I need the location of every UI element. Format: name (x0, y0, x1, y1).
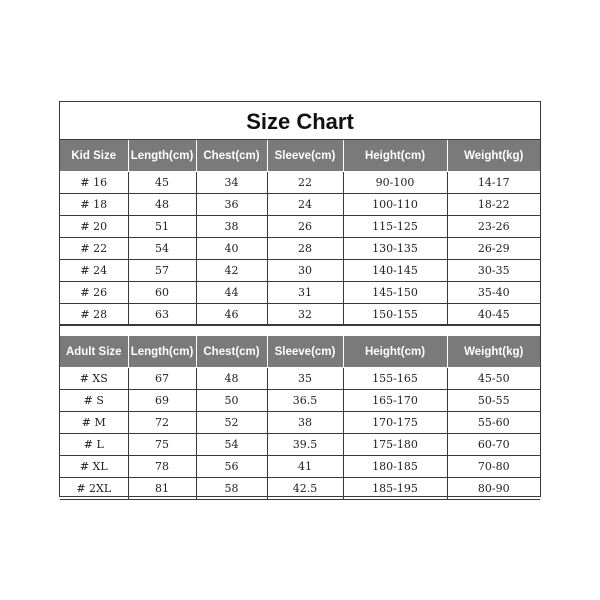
weight-cell: 50-55 (447, 390, 540, 412)
header-kid-size: Kid Size (60, 140, 128, 172)
adult-size-table (60, 336, 540, 500)
weight-cell: 40-45 (447, 304, 540, 326)
table-row (60, 260, 540, 282)
adult-table-header (60, 336, 540, 368)
header-adult-size: Adult Size (60, 336, 128, 368)
weight-cell: 45-50 (447, 368, 540, 390)
header-height: Height(cm) (343, 336, 447, 368)
weight-cell: 30-35 (447, 260, 540, 282)
table-row (60, 412, 540, 434)
height-cell: 115-125 (343, 216, 447, 238)
sleeve-cell: 26 (267, 216, 343, 238)
sleeve-cell: 30 (267, 260, 343, 282)
height-cell: 100-110 (343, 194, 447, 216)
height-cell: 170-175 (343, 412, 447, 434)
header-sleeve: Sleeve(cm) (267, 336, 343, 368)
length-cell: 54 (128, 238, 196, 260)
chest-cell: 34 (196, 172, 267, 194)
height-cell: 175-180 (343, 434, 447, 456)
height-cell: 180-185 (343, 456, 447, 478)
table-row (60, 456, 540, 478)
size-cell: # 28 (60, 304, 128, 326)
height-cell: 140-145 (343, 260, 447, 282)
table-row (60, 478, 540, 500)
chest-cell: 40 (196, 238, 267, 260)
weight-cell: 18-22 (447, 194, 540, 216)
weight-cell: 26-29 (447, 238, 540, 260)
header-row (60, 140, 540, 172)
table-row (60, 368, 540, 390)
size-cell: # XL (60, 456, 128, 478)
length-cell: 48 (128, 194, 196, 216)
length-cell: 51 (128, 216, 196, 238)
sleeve-cell: 35 (267, 368, 343, 390)
weight-cell: 14-17 (447, 172, 540, 194)
length-cell: 63 (128, 304, 196, 326)
size-cell: # XS (60, 368, 128, 390)
table-row (60, 238, 540, 260)
length-cell: 67 (128, 368, 196, 390)
sleeve-cell: 38 (267, 412, 343, 434)
size-cell: # 18 (60, 194, 128, 216)
chest-cell: 56 (196, 456, 267, 478)
height-cell: 155-165 (343, 368, 447, 390)
weight-cell: 60-70 (447, 434, 540, 456)
sleeve-cell: 28 (267, 238, 343, 260)
chest-cell: 54 (196, 434, 267, 456)
sleeve-cell: 24 (267, 194, 343, 216)
chest-cell: 46 (196, 304, 267, 326)
table-row (60, 194, 540, 216)
weight-cell: 55-60 (447, 412, 540, 434)
length-cell: 72 (128, 412, 196, 434)
header-chest: Chest(cm) (196, 336, 267, 368)
header-sleeve: Sleeve(cm) (267, 140, 343, 172)
sleeve-cell: 36.5 (267, 390, 343, 412)
height-cell: 130-135 (343, 238, 447, 260)
section-divider (60, 324, 540, 336)
sleeve-cell: 39.5 (267, 434, 343, 456)
table-row (60, 282, 540, 304)
weight-cell: 80-90 (447, 478, 540, 500)
table-row (60, 172, 540, 194)
kid-size-table (60, 140, 540, 326)
header-row (60, 336, 540, 368)
chest-cell: 58 (196, 478, 267, 500)
kid-table-body (60, 172, 540, 326)
header-height: Height(cm) (343, 140, 447, 172)
length-cell: 57 (128, 260, 196, 282)
weight-cell: 23-26 (447, 216, 540, 238)
sleeve-cell: 41 (267, 456, 343, 478)
chest-cell: 44 (196, 282, 267, 304)
size-cell: # 26 (60, 282, 128, 304)
weight-cell: 35-40 (447, 282, 540, 304)
header-length: Length(cm) (128, 140, 196, 172)
table-row (60, 304, 540, 326)
height-cell: 90-100 (343, 172, 447, 194)
chest-cell: 38 (196, 216, 267, 238)
weight-cell: 70-80 (447, 456, 540, 478)
size-cell: # 24 (60, 260, 128, 282)
sleeve-cell: 42.5 (267, 478, 343, 500)
chest-cell: 52 (196, 412, 267, 434)
length-cell: 78 (128, 456, 196, 478)
header-weight: Weight(kg) (447, 336, 540, 368)
size-cell: # L (60, 434, 128, 456)
header-chest: Chest(cm) (196, 140, 267, 172)
sleeve-cell: 32 (267, 304, 343, 326)
chest-cell: 42 (196, 260, 267, 282)
size-cell: # S (60, 390, 128, 412)
table-row (60, 216, 540, 238)
length-cell: 69 (128, 390, 196, 412)
kid-table-header (60, 140, 540, 172)
size-cell: # 22 (60, 238, 128, 260)
length-cell: 75 (128, 434, 196, 456)
chest-cell: 36 (196, 194, 267, 216)
length-cell: 45 (128, 172, 196, 194)
sleeve-cell: 22 (267, 172, 343, 194)
length-cell: 81 (128, 478, 196, 500)
size-cell: # 16 (60, 172, 128, 194)
table-row (60, 434, 540, 456)
chest-cell: 50 (196, 390, 267, 412)
height-cell: 150-155 (343, 304, 447, 326)
sleeve-cell: 31 (267, 282, 343, 304)
table-row (60, 390, 540, 412)
chart-title: Size Chart (60, 102, 540, 140)
height-cell: 165-170 (343, 390, 447, 412)
adult-table-body (60, 368, 540, 500)
size-chart (59, 101, 541, 497)
header-weight: Weight(kg) (447, 140, 540, 172)
size-cell: # 20 (60, 216, 128, 238)
height-cell: 185-195 (343, 478, 447, 500)
size-cell: # 2XL (60, 478, 128, 500)
height-cell: 145-150 (343, 282, 447, 304)
chest-cell: 48 (196, 368, 267, 390)
length-cell: 60 (128, 282, 196, 304)
size-cell: # M (60, 412, 128, 434)
header-length: Length(cm) (128, 336, 196, 368)
